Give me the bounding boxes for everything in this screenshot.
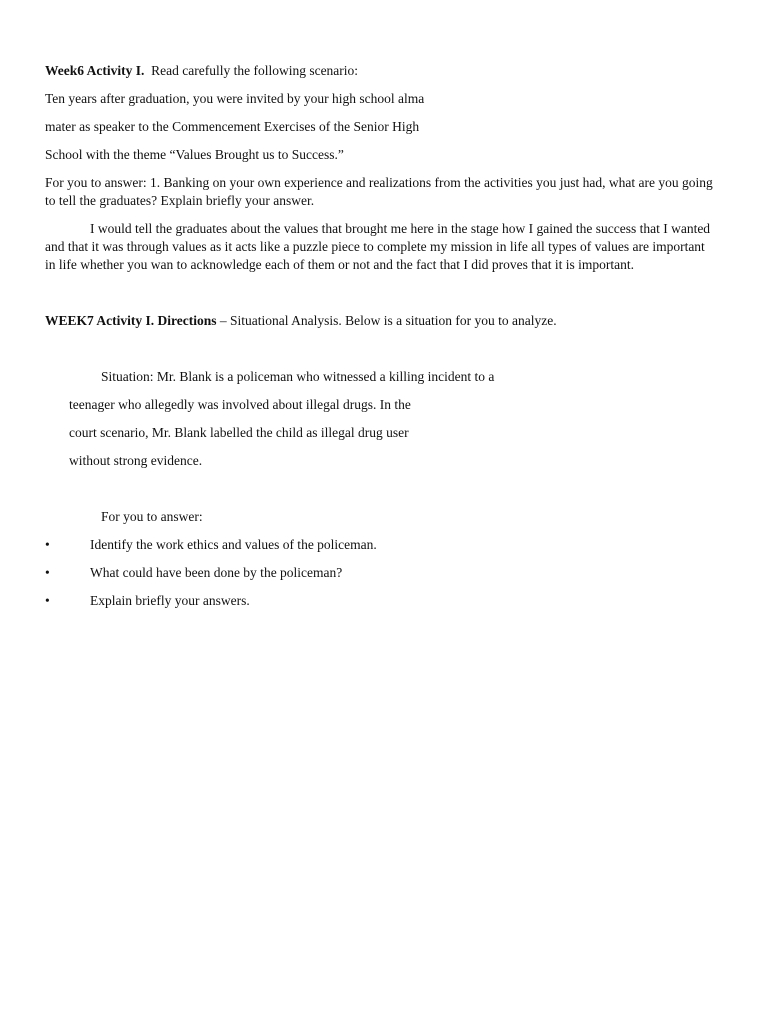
- situation-line: teenager who allegedly was involved about illegal drugs. In the: [69, 397, 411, 412]
- scenario-line: Ten years after graduation, you were invited by your high school alma: [45, 91, 425, 106]
- bullet-icon: •: [45, 593, 50, 608]
- situation-line: Situation: Mr. Blank is a policeman who witnessed a killing incident to a: [101, 369, 495, 384]
- scenario-line: School with the theme “Values Brought us to Success.”: [45, 147, 344, 162]
- question-item: Identify the work ethics and values of the policeman.: [90, 537, 377, 552]
- week6-heading: Week6 Activity I.: [45, 63, 145, 78]
- situation-line: without strong evidence.: [69, 453, 203, 468]
- bullet-icon: •: [45, 537, 50, 552]
- week7-heading: WEEK7 Activity I. Directions: [45, 313, 217, 328]
- week6-answer: I would tell the graduates about the values that brought me here in the stage how I gained the success that I wanted and that it was through values as it acts like a puzzle piece to complete my mission in life all types of values are important in life whether you wan to acknowledge each of them or not and the fact that I did proves that it is important.: [45, 221, 711, 272]
- week6-heading-line: [45, 62, 358, 80]
- scenario-line: mater as speaker to the Commencement Exercises of the Senior High: [45, 119, 420, 134]
- for-you-label: For you to answer:: [101, 509, 203, 524]
- question-item: What could have been done by the policeman?: [90, 565, 343, 580]
- week6-instruction: Read carefully the following scenario:: [151, 63, 359, 78]
- week7-heading-line: [45, 312, 557, 330]
- bullet-icon: •: [45, 565, 50, 580]
- week6-question: For you to answer: 1. Banking on your own experience and realizations from the activities you just had, what are you going to tell the graduates? Explain briefly your answer.: [45, 175, 713, 208]
- question-item: Explain briefly your answers.: [90, 593, 250, 608]
- situation-line: court scenario, Mr. Blank labelled the child as illegal drug user: [69, 425, 409, 440]
- week7-directions: – Situational Analysis. Below is a situation for you to analyze.: [216, 313, 557, 328]
